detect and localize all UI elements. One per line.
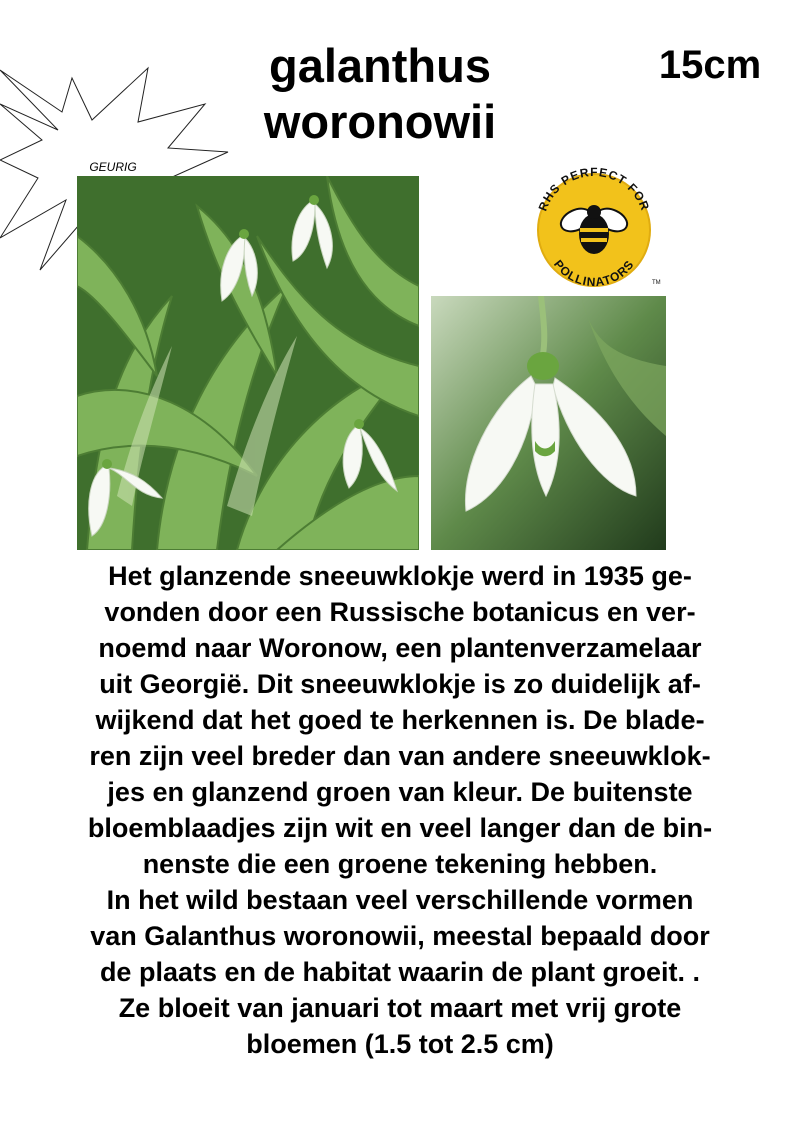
svg-text:POLLINATORS: POLLINATORS xyxy=(551,257,637,288)
title-line-2: woronowii xyxy=(263,95,497,148)
plant-height: 15cm xyxy=(658,43,762,87)
photo-snowdrop-closeup xyxy=(431,296,666,550)
svg-text:TM: TM xyxy=(652,280,661,286)
photo-snowdrop-clump xyxy=(77,176,419,550)
svg-text:RHS PERFECT FOR: RHS PERFECT FOR xyxy=(535,164,653,214)
description-line: vonden door een Russische botanicus en ver- xyxy=(104,597,696,627)
description-line: van Galanthus woronowii, meestal bepaald door xyxy=(90,921,710,951)
description-line: nenste die een groene tekening hebben. xyxy=(142,849,658,879)
description-line: bloemen (1.5 tot 2.5 cm) xyxy=(246,1029,554,1059)
description-line: wijkend dat het goed te herkennen is. De blade- xyxy=(95,705,705,735)
description-line: In het wild bestaan veel verschillende vormen xyxy=(106,885,694,915)
title-line-1: galanthus xyxy=(269,39,491,92)
burst-label: GEURIG xyxy=(89,160,137,174)
description-line: jes en glanzend groen van kleur. De buitenste xyxy=(107,777,693,807)
plant-title xyxy=(230,38,530,150)
description xyxy=(20,558,780,1062)
description-line: noemd naar Woronow, een plantenverzamelaar xyxy=(98,633,702,663)
rhs-pollinators-logo xyxy=(512,158,672,288)
description-line: ren zijn veel breder dan van andere sneeuwklok- xyxy=(89,741,711,771)
description-line: de plaats en de habitat waarin de plant groeit. . xyxy=(99,957,701,987)
description-line: Het glanzende sneeuwklokje werd in 1935 ge- xyxy=(108,561,692,591)
description-line: Ze bloeit van januari tot maart met vrij grote xyxy=(118,993,682,1023)
description-line: uit Georgië. Dit sneeuwklokje is zo duidelijk af- xyxy=(99,669,701,699)
description-line: bloemblaadjes zijn wit en veel langer dan de bin- xyxy=(87,813,713,843)
